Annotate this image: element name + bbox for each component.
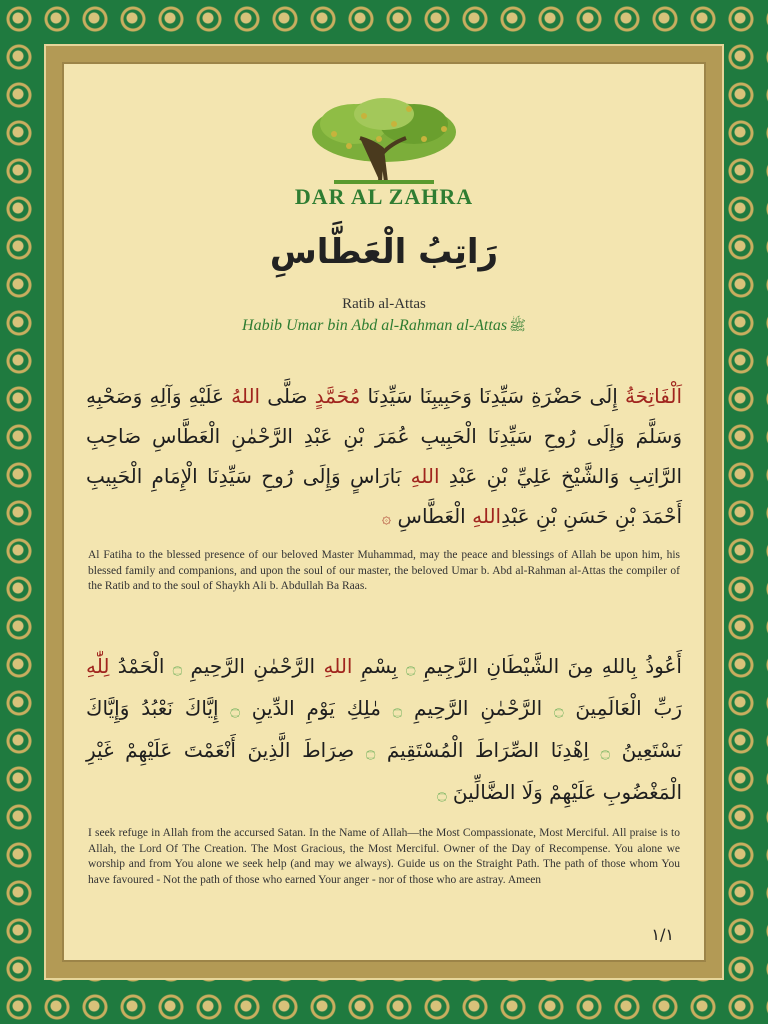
- ayah-marker-icon: ۝: [365, 742, 376, 761]
- logo: [64, 94, 704, 184]
- author-text: Habib Umar bin Abd al-Rahman al-Attas: [242, 317, 508, 334]
- ayah-marker-icon: ۝: [405, 658, 416, 677]
- fatiha-word: اَلْفَاتِحَةُ: [624, 384, 682, 408]
- ayah-marker-icon: ۝: [554, 700, 564, 719]
- brand-name: DAR AL ZAHRA: [294, 184, 474, 209]
- ayah-marker-icon: ۝: [600, 742, 611, 761]
- honorific-seal-icon: ﷺ: [509, 319, 526, 334]
- english-translation-dedication: Al Fatiha to the blessed presence of our beloved Master Muhammad, may the peace and blessings of Allah be upon him, his blessed family and companions, and upon the soul of our master, the beloved Umar b. Abd al-Rahman al-Attas the compiler of the Ratib and to the soul of Shaykh Ali b. Abdullah Ba Raas.: [88, 549, 680, 592]
- ayah-marker-icon: ۝: [230, 700, 240, 719]
- english-translation-fatiha: I seek refuge in Allah from the accursed Satan. In the Name of Allah—the Most Compassionate, Most Merciful. All praise is to Allah, the Lord Of The Creation. The Most Gracious, the Most Merciful. Owner of the Day of Recompense. You alone we worship and from You alone we seek help (and may we always). Guide us on the Straight Path. The path of those whom You have favoured - Not the path of those who earned Your anger - nor of those who are astray. Ameen: [88, 827, 680, 886]
- author-name: [64, 317, 704, 337]
- ayah-marker-icon: ۝: [392, 700, 403, 719]
- page-number: ١/١: [651, 925, 674, 944]
- ornament-star-icon: ۞: [381, 508, 392, 527]
- english-title: Ratib al-Attas: [342, 296, 426, 312]
- page-content: [62, 62, 706, 962]
- ayah-marker-icon: ۝: [172, 658, 183, 677]
- arabic-dedication: اَلْفَاتِحَةُ إِلَى حَضْرَةِ سَيِّدِنَا وَحَبِيبِنَا سَيِّدِنَا مُحَمَّدٍ صَلَّى اللهُ عَلَيْهِ وَآلِهِ وَصَحْبِهِ وَسَلَّمَ وَإِلَى رُوحِ سَيِّدِنَا الْحَبِيبِ عُمَرَ بْنِ عَبْدِ الرَّحْمٰنِ الْعَطَّاسِ صَاحِبِ الرَّاتِبِ وَالشَّيْخِ عَلِيِّ بْنِ عَبْدِ اللهِ بَارَاسٍ وَإِلَى رُوحِ سَيِّدِنَا الْإِمَامِ الْحَبِيبِ أَحْمَدَ بْنِ حَسَنِ بْنِ عَبْدِاللهِ الْعَطَّاسِ ۞: [86, 384, 682, 528]
- arabic-fatiha: أَعُوذُ بِاللهِ مِنَ الشَّيْطَانِ الرَّجِيمِ ۝ بِسْمِ اللهِ الرَّحْمٰنِ الرَّحِيمِ ۝ الْحَمْدُ لِلّٰهِ رَبِّ الْعَالَمِينَ ۝ الرَّحْمٰنِ الرَّحِيمِ ۝ مٰلِكِ يَوْمِ الدِّينِ ۝ إِيَّاكَ نَعْبُدُ وَإِيَّاكَ نَسْتَعِينُ ۝ اِهْدِنَا الصِّرَاطَ الْمُسْتَقِيمَ ۝ صِرَاطَ الَّذِينَ أَنْعَمْتَ عَلَيْهِمْ غَيْرِ الْمَغْضُوبِ عَلَيْهِمْ وَلَا الضَّالِّينَ ۝: [86, 654, 683, 804]
- tree-icon: [294, 94, 474, 184]
- ayah-marker-icon: ۝: [437, 784, 447, 803]
- arabic-title: رَاتِبُ الْعَطَّاسِ: [269, 232, 499, 272]
